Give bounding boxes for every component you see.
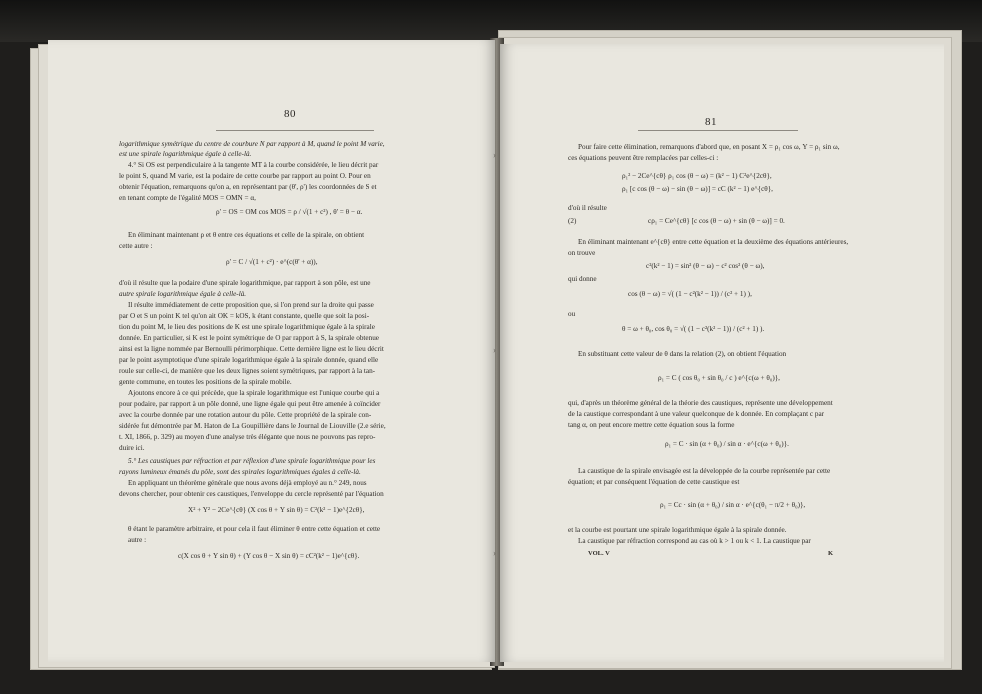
binding-thread-mark: › [493,150,496,160]
footer-volume: VOL. V [588,550,610,557]
text-line: on trouve [568,249,596,257]
text-line: Il résulte immédiatement de cette proposition que, si l'on prend sur la droite qui passe [128,301,374,309]
equation: X² + Y² − 2Ce^{cθ} (X cos θ + Y sin θ) = C²(k² − 1)e^{2cθ}, [188,506,365,514]
text-line: par le point asymptotique d'une spirale logarithmique égale à la spirale donnée, quand elle [119,356,379,364]
text-line: t. XI, 1866, p. 329) au moyen d'une analyse très élégante que nous ne pouvons pas repro- [119,433,376,441]
equation: ρ₁ = C ( cos θ₀ + sin θ₀ / c ) e^{c(ω + θ₀)}, [658,374,780,382]
text-line: devons chercher, pour obtenir ces caustiques, l'enveloppe du cercle représenté par l'équation [119,490,384,498]
text-line: En substituant cette valeur de θ dans la relation (2), on obtient l'équation [578,350,787,358]
equation: ρ₁² − 2Ce^{cθ} ρ₁ cos (θ − ω) = (k² − 1) C²e^{2cθ}, [622,172,772,180]
text-line: tang α, on peut encore mettre cette équation sous la forme [568,421,735,429]
equation: ρ₁ = C · sin (α + θ₀) / sin α · e^{c(ω + θ₀)}. [665,440,789,448]
text-line: est une spirale logarithmique égale à celle-là. [119,150,252,158]
text-line: tion du point M, le lieu des positions de K est une spirale logarithmique égale à la spirale [119,323,375,331]
text-line: 5.° Les caustiques par réfraction et par réflexion d'une spirale logarithmique pour les [128,457,376,465]
text-line: En éliminant maintenant ρ et θ entre ces équations et celle de la spirale, on obtient [128,231,365,239]
text-line: ou [568,310,576,318]
text-line: autre spirale logarithmique égale à celle-là. [119,290,247,298]
header-rule-right [638,130,798,131]
page-number-right: 81 [705,116,717,128]
text-line: par O et S un point K tel qu'on ait OK = kOS, k étant constante, quelle que soit la posi- [119,312,370,320]
equation: ρ₁ = Cc · sin (α + θ₀) / sin α · e^{c(θ₁ − π/2 + θ₀)}, [660,501,806,509]
footer-signature: K [828,550,834,557]
equation: cos (θ − ω) = √( (1 − c²(k² − 1)) / (c² + 1) ), [628,290,752,298]
binding-thread-mark: › [493,548,496,558]
equation: c²(k² − 1) = sin² (θ − ω) − c² cos² (θ − ω), [646,262,765,270]
text-line: d'où il résulte que la podaire d'une spirale logarithmique, par rapport à son pôle, est une [119,279,371,287]
text-line: Pour faire cette élimination, remarquons d'abord que, en posant X = ρ₁ cos ω, Y = ρ₁ sin ω, [578,143,840,151]
text-line: d'où il résulte [568,204,607,212]
text-line: pour podaire, par rapport à un pôle donné, une ligne égale qui peut être amenée à coïncider [119,400,381,408]
text-line: sidérée fut démontrée par M. Haton de La Goupillière dans le Journal de Liouville (2.e série, [119,422,386,430]
equation: c(X cos θ + Y sin θ) + (Y cos θ − X sin θ) = cC²(k² − 1)e^{cθ}. [178,552,360,560]
text-line: 4.° Si OS est perpendiculaire à la tangente MT à la courbe considérée, le lieu décrit par [128,161,379,169]
text-line: qui donne [568,275,597,283]
equation: ρ₁ [c cos (θ − ω) − sin (θ − ω)] = cC (k² − 1) e^{cθ}, [622,185,773,193]
text-line: qui, d'après un théorème général de la théorie des caustiques, représente une développement [568,399,833,407]
text-line: En appliquant un théorème générale que nous avons déjà employé au n.° 249, nous [128,479,367,487]
equation-label: (2) [568,217,577,225]
equation: cρ₁ = Ce^{cθ} [c cos (θ − ω) + sin (θ − ω)] = 0. [648,217,785,225]
left-page [48,40,495,662]
text-line: La caustique par réfraction correspond au cas où k > 1 ou k < 1. La caustique par [578,537,811,545]
text-line: La caustique de la spirale envisagée est la développée de la courbe représentée par cette [578,467,831,475]
equation: θ = ω + θ₀, cos θ₀ = √( (1 − c²(k² − 1)) / (c² + 1) ). [622,325,765,333]
right-page [500,44,944,662]
text-line: cette autre : [119,242,153,250]
text-line: logarithmique symétrique du centre de courbure N par rapport à M, quand le point M varie, [119,140,385,148]
equation: ρ' = C / √(1 + c²) · e^(c(θ' + α)), [226,258,318,266]
text-line: gente commune, en toutes les positions de la spirale mobile. [119,378,292,386]
text-line: le point S, quand M varie, est la podaire de cette courbe par rapport au point O. Pour en [119,172,371,180]
text-line: et la courbe est pourtant une spirale logarithmique égale à la spirale donnée. [568,526,787,534]
text-line: autre : [128,536,147,544]
text-line: roule sur celle-ci, de manière que les deux lignes soient symétriques, par rapport à la tan- [119,367,376,375]
page-number-left: 80 [284,108,296,120]
text-line: En éliminant maintenant e^{cθ} entre cette équation et la deuxième des équations antérieures, [578,238,849,246]
text-line: rayons lumineux émanés du pôle, sont des spirales logarithmiques égales à celle-là. [119,468,361,476]
text-line: obtenir l'équation, remarquons qu'on a, en représentant par (θ', ρ') les coordonnées de S et [119,183,377,191]
text-line: donnée. En particulier, si K est le point symétrique de O par rapport à S, la spirale obtenue [119,334,379,342]
header-rule-left [216,130,374,131]
text-line: ainsi est la ligne nommée par Bernoulli périmorphique. Cette dernière ligne est le lieu décrit [119,345,384,353]
text-line: ces équations peuvent être remplacées par celles-ci : [568,154,719,162]
binding-thread-mark: › [493,345,496,355]
text-line: en tenant compte de l'égalité MOS = OMN = α, [119,194,256,202]
text-line: duire ici. [119,444,145,452]
text-line: Ajoutons encore à ce qui précède, que la spirale logarithmique est l'unique courbe qui a [128,389,380,397]
equation: ρ' = OS = OM cos MOS = ρ / √(1 + c²) , θ' = θ − α. [216,208,363,216]
text-line: équation; et par conséquent l'équation de cette caustique est [568,478,740,486]
text-line: de la caustique correspondant à une valeur quelconque de k donnée. En complaçant c par [568,410,825,418]
text-line: avec la courbe donnée par une rotation autour du pôle. Cette propriété de la spirale con- [119,411,372,419]
text-line: θ étant le paramètre arbitraire, et pour cela il faut éliminer θ entre cette équation et cette [128,525,381,533]
